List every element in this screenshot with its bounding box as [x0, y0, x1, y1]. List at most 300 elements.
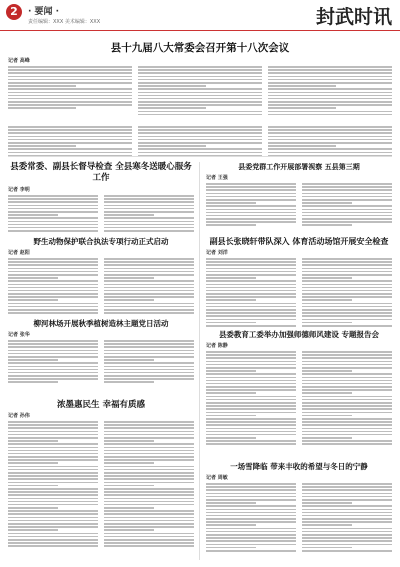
text-line: [8, 513, 98, 515]
text-line: [104, 271, 194, 273]
text-line: [302, 212, 392, 214]
text-line: [302, 325, 392, 327]
text-line: [104, 523, 194, 525]
text-line: [206, 258, 296, 260]
text-line: [8, 296, 98, 298]
article-text: [302, 258, 392, 327]
text-line: [8, 85, 76, 87]
text-line: [302, 271, 392, 273]
text-line: [206, 325, 296, 327]
text-line: [302, 544, 392, 546]
text-line: [302, 550, 392, 552]
text-line: [8, 501, 98, 503]
text-line: [302, 296, 392, 298]
text-line: [206, 486, 296, 488]
text-line: [206, 383, 296, 385]
text-line: [8, 201, 98, 203]
text-line: [206, 547, 256, 549]
article-2: [8, 162, 194, 232]
text-line: [8, 372, 98, 374]
text-line: [104, 536, 194, 538]
text-line: [206, 402, 296, 404]
text-line: [138, 98, 262, 100]
text-line: [302, 277, 352, 279]
text-line: [206, 499, 296, 501]
text-line: [104, 274, 194, 276]
text-line: [104, 303, 194, 305]
text-line: [104, 309, 194, 311]
text-line: [104, 533, 194, 535]
text-line: [8, 142, 132, 144]
text-line: [302, 402, 392, 404]
text-line: [302, 428, 392, 430]
text-line: [138, 85, 206, 87]
text-line: [8, 462, 58, 464]
text-line: [138, 72, 262, 74]
text-line: [302, 528, 392, 530]
article-headline: 县十九届八大常委会召开第十八次会议: [110, 42, 290, 54]
text-line: [302, 499, 392, 501]
text-line: [206, 277, 256, 279]
text-line: [104, 277, 154, 279]
text-line: [302, 383, 392, 385]
text-line: [206, 202, 256, 204]
text-line: [206, 483, 296, 485]
text-line: [206, 540, 296, 542]
text-line: [206, 440, 296, 442]
text-line: [268, 114, 392, 116]
text-line: [302, 396, 392, 398]
text-line: [8, 129, 132, 131]
text-line: [206, 212, 296, 214]
text-line: [104, 211, 194, 213]
text-line: [104, 510, 194, 512]
text-line: [104, 526, 194, 528]
text-line: [8, 145, 76, 147]
text-line: [302, 418, 392, 420]
text-line: [8, 421, 98, 423]
text-line: [8, 221, 98, 223]
text-line: [8, 277, 58, 279]
text-line: [206, 505, 296, 507]
text-line: [302, 221, 392, 223]
text-line: [206, 518, 296, 520]
article-text: [138, 126, 262, 156]
text-line: [302, 493, 392, 495]
text-line: [104, 421, 194, 423]
text-line: [206, 493, 296, 495]
divider: [8, 156, 392, 157]
text-line: [8, 280, 98, 282]
text-line: [8, 104, 132, 106]
text-line: [206, 224, 256, 226]
text-line: [206, 424, 296, 426]
text-line: [8, 459, 98, 461]
text-line: [8, 478, 98, 480]
text-line: [8, 69, 132, 71]
text-line: [8, 353, 98, 355]
text-line: [104, 427, 194, 429]
text-line: [302, 205, 392, 207]
text-line: [302, 512, 392, 514]
text-line: [104, 346, 194, 348]
text-line: [104, 513, 194, 515]
text-line: [206, 415, 256, 417]
text-line: [302, 189, 392, 191]
text-line: [104, 381, 154, 383]
article-1-continued: [8, 126, 392, 156]
text-line: [8, 431, 98, 433]
text-line: [8, 284, 98, 286]
text-line: [302, 415, 352, 417]
text-line: [302, 443, 392, 445]
text-line: [104, 343, 194, 345]
text-line: [104, 475, 194, 477]
text-line: [8, 148, 132, 150]
text-line: [206, 290, 296, 292]
text-line: [104, 208, 194, 210]
text-line: [138, 136, 262, 138]
text-line: [8, 533, 98, 535]
text-line: [302, 505, 392, 507]
text-line: [268, 92, 392, 94]
text-line: [206, 521, 296, 523]
text-line: [206, 405, 296, 407]
text-line: [268, 85, 336, 87]
article-headline: 柳河林场开展秋季植树造林主题党日活动: [33, 319, 169, 328]
text-line: [268, 69, 392, 71]
text-line: [302, 412, 392, 414]
text-line: [302, 509, 392, 511]
text-line: [268, 136, 392, 138]
text-line: [206, 515, 296, 517]
text-line: [8, 440, 58, 442]
text-line: [8, 424, 98, 426]
text-line: [104, 542, 194, 544]
text-line: [104, 469, 194, 471]
text-line: [206, 524, 256, 526]
text-line: [206, 364, 296, 366]
text-line: [104, 372, 194, 374]
article-text: [206, 258, 296, 327]
text-line: [104, 296, 194, 298]
text-line: [268, 107, 336, 109]
text-line: [302, 357, 392, 359]
text-line: [302, 370, 352, 372]
text-line: [206, 303, 296, 305]
text-line: [302, 440, 392, 442]
text-line: [138, 142, 262, 144]
text-line: [206, 412, 296, 414]
text-line: [268, 98, 392, 100]
text-line: [8, 211, 98, 213]
article-headline: 一场雪降临 带来丰收的希望与冬日的宁静: [230, 462, 368, 471]
text-line: [104, 491, 194, 493]
text-line: [104, 437, 194, 439]
article-text: [8, 195, 98, 232]
text-line: [206, 183, 296, 185]
text-line: [8, 517, 98, 519]
text-line: [104, 424, 194, 426]
text-line: [302, 547, 352, 549]
text-line: [8, 434, 98, 436]
article-headline: 县委教育工委举办加强师德师风建设 专题报告会: [218, 330, 380, 339]
text-line: [8, 274, 98, 276]
text-line: [138, 69, 262, 71]
article-headline: 县委党群工作开展部署视察 五县第三期: [238, 162, 360, 171]
text-line: [8, 542, 98, 544]
text-line: [8, 139, 132, 141]
text-line: [206, 377, 296, 379]
text-line: [302, 199, 392, 201]
text-line: [8, 526, 98, 528]
text-line: [104, 494, 194, 496]
article-byline: 记者 刘洋: [206, 250, 228, 256]
newspaper-brand: 封武时讯: [315, 6, 392, 28]
text-line: [268, 101, 392, 103]
text-line: [8, 230, 98, 232]
text-line: [302, 287, 392, 289]
article-text: [8, 340, 98, 383]
text-line: [8, 447, 98, 449]
text-line: [104, 501, 194, 503]
editor-line: 责任编辑：XXX 美术编辑：XXX: [28, 19, 101, 25]
article-headline: 县委常委、副县长督导检查 全县寒冬送暖心服务工作: [10, 162, 192, 183]
text-line: [206, 367, 296, 369]
text-line: [268, 72, 392, 74]
text-line: [104, 258, 194, 260]
text-line: [206, 428, 296, 430]
text-line: [206, 205, 296, 207]
article-headline: 副县长张晓轩带队深入 体育活动场馆开展安全检查: [209, 236, 389, 246]
text-line: [302, 315, 392, 317]
text-line: [206, 389, 296, 391]
text-line: [302, 183, 392, 185]
text-line: [302, 354, 392, 356]
text-line: [206, 287, 296, 289]
text-line: [302, 392, 352, 394]
text-line: [8, 92, 132, 94]
text-line: [302, 431, 392, 433]
text-line: [302, 268, 392, 270]
text-line: [138, 66, 262, 68]
text-line: [8, 450, 98, 452]
text-line: [302, 524, 352, 526]
article-byline: 记者 周敏: [206, 475, 228, 481]
text-line: [206, 199, 296, 201]
text-line: [8, 366, 98, 368]
text-line: [206, 209, 296, 211]
text-line: [104, 280, 194, 282]
text-line: [206, 512, 296, 514]
text-line: [206, 215, 296, 217]
text-line: [302, 373, 392, 375]
text-line: [138, 104, 262, 106]
text-line: [138, 152, 262, 154]
text-line: [206, 408, 296, 410]
text-line: [206, 531, 296, 533]
text-line: [8, 261, 98, 263]
text-line: [8, 303, 98, 305]
text-line: [104, 482, 194, 484]
text-line: [302, 496, 392, 498]
article-text: [138, 66, 262, 115]
text-line: [206, 509, 296, 511]
text-line: [268, 148, 392, 150]
text-line: [8, 381, 58, 383]
text-line: [8, 520, 98, 522]
text-line: [8, 293, 98, 295]
text-line: [8, 536, 98, 538]
text-line: [104, 498, 194, 500]
text-line: [8, 152, 132, 154]
text-line: [302, 386, 392, 388]
text-line: [8, 378, 98, 380]
text-line: [268, 145, 336, 147]
text-line: [104, 312, 194, 314]
text-line: [302, 312, 392, 314]
text-line: [206, 544, 296, 546]
text-line: [206, 386, 296, 388]
text-line: [206, 537, 296, 539]
text-line: [138, 107, 206, 109]
article-byline: 记者 高峰: [8, 58, 30, 64]
text-line: [8, 268, 98, 270]
article-text: [104, 258, 194, 314]
text-line: [206, 550, 296, 552]
text-line: [8, 227, 98, 229]
text-line: [302, 280, 392, 282]
text-line: [8, 475, 98, 477]
text-line: [104, 299, 154, 301]
text-line: [138, 76, 262, 78]
text-line: [302, 489, 392, 491]
text-line: [302, 437, 352, 439]
text-line: [206, 271, 296, 273]
text-line: [206, 221, 296, 223]
text-line: [8, 510, 98, 512]
text-line: [8, 136, 132, 138]
text-line: [8, 208, 98, 210]
text-line: [8, 356, 98, 358]
article-text: [206, 183, 296, 226]
text-line: [206, 312, 296, 314]
text-line: [206, 296, 296, 298]
text-line: [302, 540, 392, 542]
page-number: 2: [6, 4, 22, 20]
text-line: [8, 359, 58, 361]
text-line: [268, 152, 392, 154]
article-byline: 记者 张华: [8, 332, 30, 338]
column-rule: [199, 162, 200, 560]
text-line: [302, 196, 392, 198]
text-line: [104, 378, 194, 380]
text-line: [8, 469, 98, 471]
text-line: [8, 271, 98, 273]
text-line: [8, 224, 98, 226]
text-line: [104, 545, 194, 547]
text-line: [104, 217, 194, 219]
text-line: [8, 529, 58, 531]
text-line: [104, 488, 194, 490]
text-line: [8, 427, 98, 429]
text-line: [8, 491, 98, 493]
text-line: [8, 482, 98, 484]
text-line: [302, 290, 392, 292]
text-line: [104, 350, 194, 352]
text-line: [104, 375, 194, 377]
text-line: [104, 366, 194, 368]
text-line: [302, 399, 392, 401]
text-line: [268, 76, 392, 78]
article-text: [268, 66, 392, 115]
article-byline: 记者 赵阳: [8, 250, 30, 256]
text-line: [8, 126, 132, 128]
text-line: [104, 198, 194, 200]
text-line: [104, 529, 154, 531]
text-line: [206, 280, 296, 282]
text-line: [8, 369, 98, 371]
text-line: [302, 218, 392, 220]
article-byline: 记者 李明: [8, 187, 30, 193]
text-line: [104, 462, 154, 464]
text-line: [302, 306, 392, 308]
text-line: [206, 396, 296, 398]
text-line: [8, 309, 98, 311]
text-line: [8, 88, 132, 90]
text-line: [104, 504, 194, 506]
text-line: [302, 186, 392, 188]
text-line: [138, 129, 262, 131]
text-line: [8, 95, 132, 97]
text-line: [206, 361, 296, 363]
text-line: [8, 340, 98, 342]
text-line: [206, 264, 296, 266]
text-line: [104, 456, 194, 458]
text-line: [8, 101, 132, 103]
text-line: [8, 375, 98, 377]
text-line: [8, 287, 98, 289]
text-line: [8, 98, 132, 100]
text-line: [268, 88, 392, 90]
text-line: [104, 227, 194, 229]
text-line: [104, 340, 194, 342]
text-line: [138, 88, 262, 90]
text-line: [302, 518, 392, 520]
article-3: [206, 162, 392, 226]
text-line: [104, 201, 194, 203]
text-line: [104, 431, 194, 433]
text-line: [8, 79, 132, 81]
text-line: [8, 507, 58, 509]
text-line: [206, 418, 296, 420]
text-line: [104, 287, 194, 289]
text-line: [268, 142, 392, 144]
text-line: [104, 284, 194, 286]
text-line: [104, 359, 154, 361]
article-text: [8, 258, 98, 314]
text-line: [302, 502, 352, 504]
article-text: [104, 195, 194, 232]
text-line: [8, 362, 98, 364]
text-line: [206, 434, 296, 436]
text-line: [8, 343, 98, 345]
text-line: [8, 443, 98, 445]
text-line: [104, 450, 194, 452]
text-line: [104, 356, 194, 358]
article-text: [206, 483, 296, 552]
text-line: [104, 369, 194, 371]
